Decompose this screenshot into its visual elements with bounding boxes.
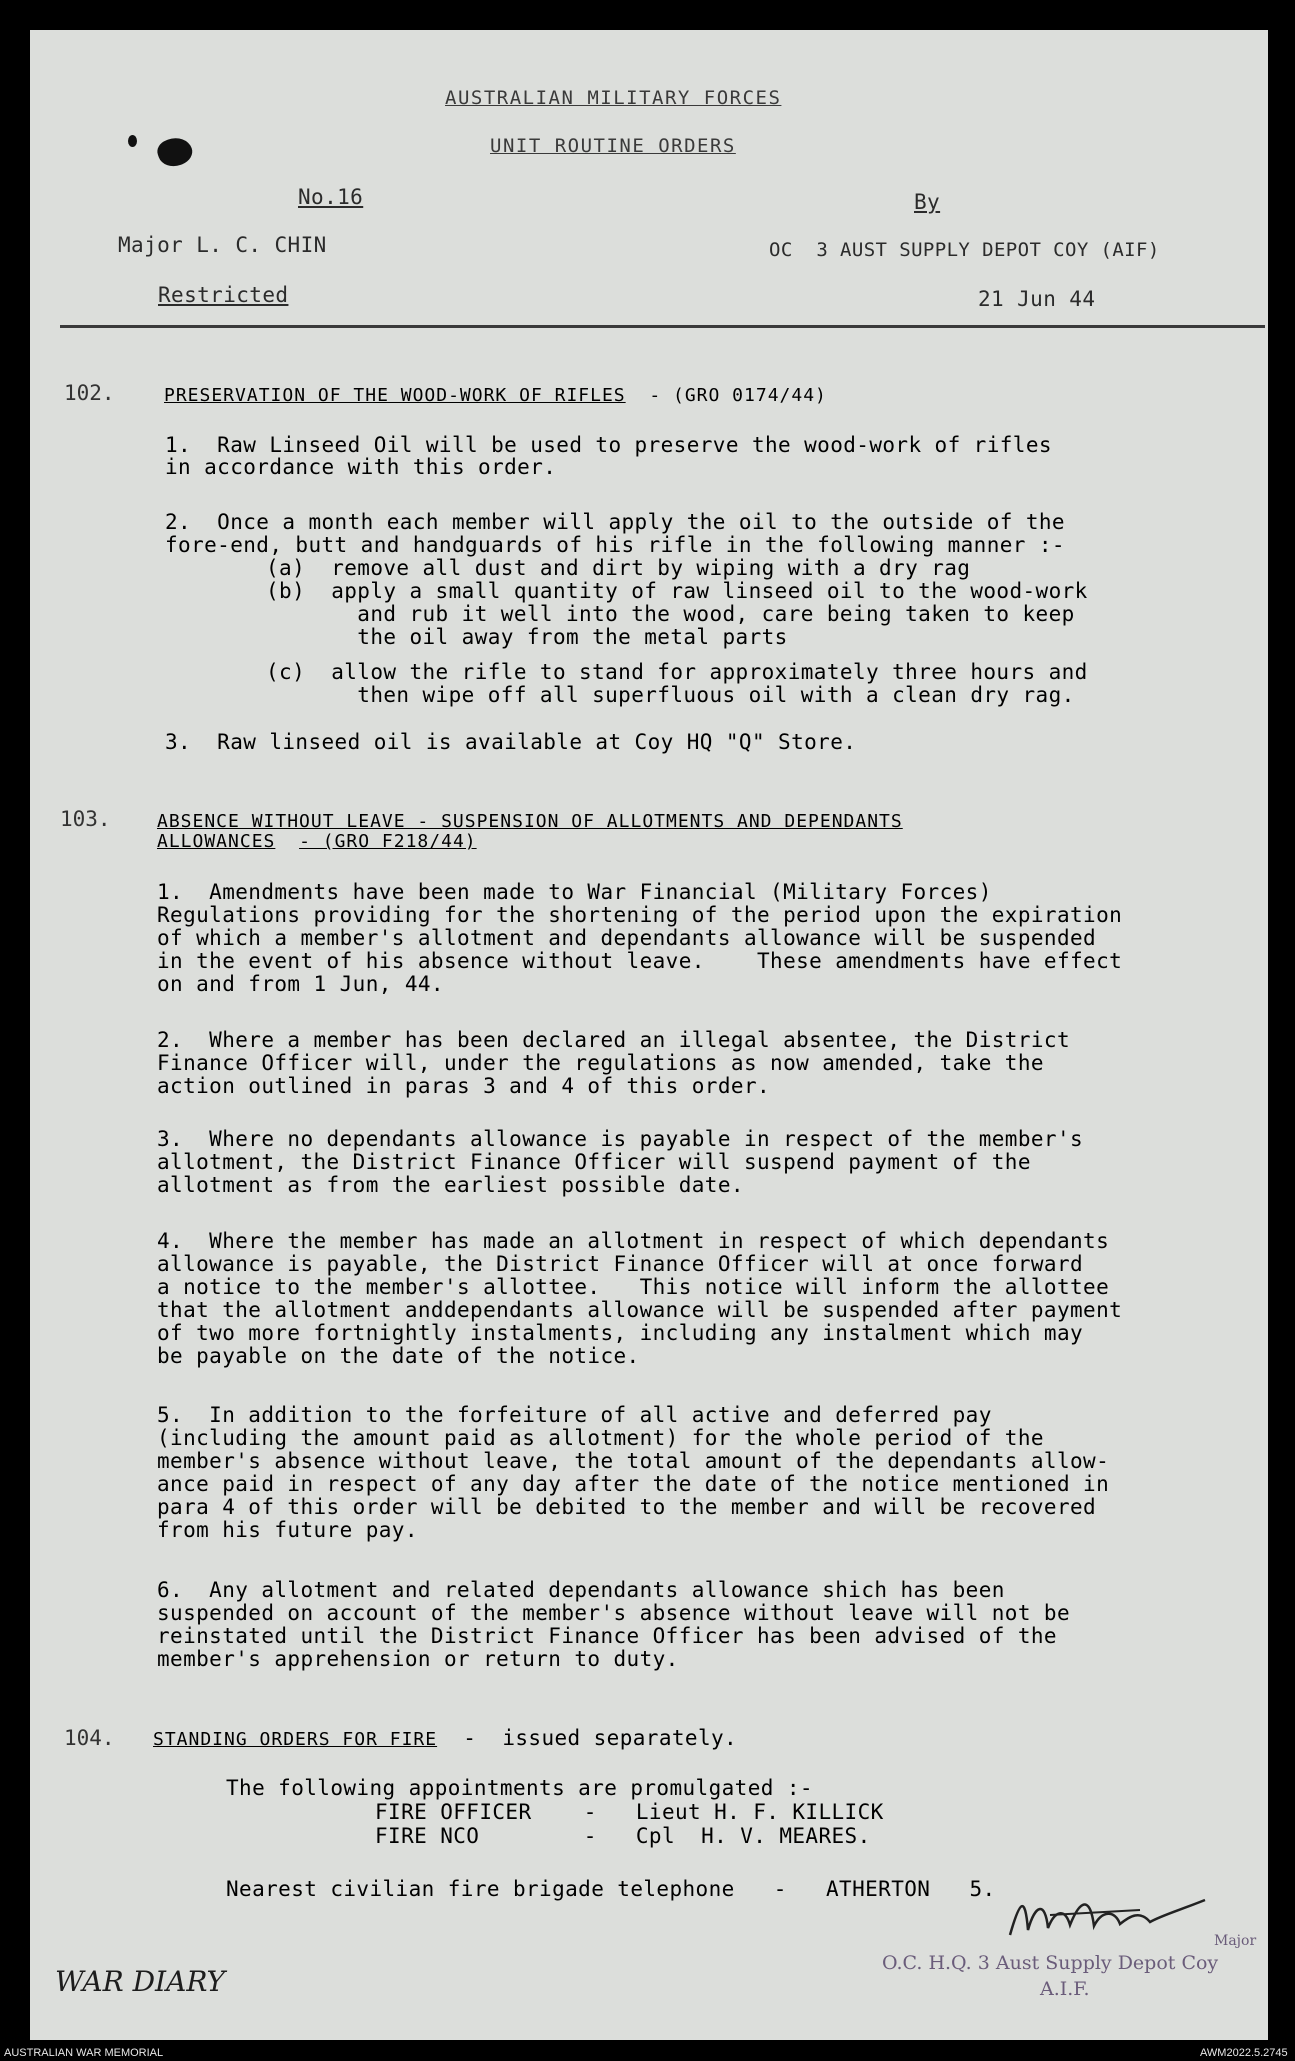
section-103-title: ABSENCE WITHOUT LEAVE - SUSPENSION OF ALLOTMENTS AND DEPENDANTS bbox=[157, 811, 903, 832]
ink-spot bbox=[128, 135, 137, 147]
war-diary-annotation: WAR DIARY bbox=[55, 1965, 226, 1998]
s103-para-3-line: allotment, the District Finance Officer will suspend payment of the bbox=[157, 1150, 1031, 1174]
s104-fire-officer: FIRE OFFICER - Lieut H. F. KILLICK bbox=[375, 1800, 884, 1824]
s102-item-line: and rub it well into the wood, care being taken to keep bbox=[266, 602, 1075, 626]
order-date: 21 Jun 44 bbox=[978, 287, 1096, 311]
signature-rank: Major bbox=[1214, 1933, 1257, 1949]
s104-intro: The following appointments are promulgated :- bbox=[226, 1776, 813, 1800]
s103-para-1-line: on and from 1 Jun, 44. bbox=[157, 972, 444, 996]
s103-para-4-line: that the allotment anddependants allowance will be suspended after payment bbox=[157, 1298, 1123, 1322]
heading-forces: AUSTRALIAN MILITARY FORCES bbox=[445, 87, 782, 109]
s103-para-5-line: member's absence without leave, the total amount of the dependants allow- bbox=[157, 1449, 1110, 1473]
s102-item-line: then wipe off all superfluous oil with a clean dry rag. bbox=[266, 683, 1075, 707]
s102-item-line: (b) apply a small quantity of raw linseed oil to the wood-work bbox=[266, 579, 1088, 603]
s103-para-1-line: 1. Amendments have been made to War Financial (Military Forces) bbox=[157, 880, 992, 904]
s103-para-6-line: reinstated until the District Finance Officer has been advised of the bbox=[157, 1624, 1057, 1648]
header-rule bbox=[60, 325, 1265, 328]
s102-para-2-line: fore-end, butt and handguards of his rifle in the following manner :- bbox=[165, 533, 1065, 557]
ink-blot bbox=[154, 133, 196, 171]
section-104-title: STANDING ORDERS FOR FIRE - issued separately. bbox=[153, 1726, 738, 1750]
s102-item-line: (a) remove all dust and dirt by wiping with a dry rag bbox=[266, 556, 971, 580]
s103-para-5-line: para 4 of this order will be debited to the member and will be recovered bbox=[157, 1495, 1097, 1519]
s102-item-line: (c) allow the rifle to stand for approximately three hours and bbox=[266, 660, 1088, 684]
s104-phone: Nearest civilian fire brigade telephone - ATHERTON 5. bbox=[226, 1877, 996, 1901]
classification: Restricted bbox=[158, 283, 289, 307]
s103-para-1-line: in the event of his absence without leave. These amendments have effect bbox=[157, 949, 1123, 973]
issuing-officer: Major L. C. CHIN bbox=[118, 233, 327, 257]
heading-orders: UNIT ROUTINE ORDERS bbox=[490, 135, 736, 157]
stamp-aif: A.I.F. bbox=[1040, 1978, 1090, 2000]
section-104-number: 104. bbox=[64, 1726, 115, 1750]
s102-para-3: 3. Raw linseed oil is available at Coy HQ "Q" Store. bbox=[165, 730, 857, 754]
s103-para-5-line: ance paid in respect of any day after the date of the notice mentioned in bbox=[157, 1472, 1110, 1496]
section-102-title: PRESERVATION OF THE WOOD-WORK OF RIFLES - (GRO 0174/44) bbox=[164, 385, 827, 406]
s103-para-5-line: (including the amount paid as allotment) for the whole period of the bbox=[157, 1426, 1044, 1450]
s103-para-5-line: from his future pay. bbox=[157, 1518, 418, 1542]
order-number: No.16 bbox=[298, 185, 364, 209]
s103-para-2-line: 2. Where a member has been declared an illegal absentee, the District bbox=[157, 1028, 1071, 1052]
s103-para-1-line: Regulations providing for the shortening of the period upon the expiration bbox=[157, 903, 1123, 927]
s103-para-5-line: 5. In addition to the forfeiture of all active and deferred pay bbox=[157, 1403, 992, 1427]
footer-reference: AWM2022.5.2745 bbox=[1200, 2047, 1288, 2059]
footer-institution: AUSTRALIAN WAR MEMORIAL bbox=[4, 2047, 164, 2059]
handwritten-signature bbox=[990, 1880, 1240, 1950]
s102-para-1-line: in accordance with this order. bbox=[165, 455, 557, 479]
s103-para-3-line: 3. Where no dependants allowance is payable in respect of the member's bbox=[157, 1127, 1084, 1151]
s103-para-4-line: 4. Where the member has made an allotment in respect of which dependants bbox=[157, 1229, 1110, 1253]
s102-item-line: the oil away from the metal parts bbox=[266, 625, 788, 649]
s103-para-2-line: action outlined in paras 3 and 4 of this order. bbox=[157, 1074, 771, 1098]
stamp-unit: O.C. H.Q. 3 Aust Supply Depot Coy bbox=[882, 1952, 1219, 1974]
s103-para-4-line: allowance is payable, the District Finance Officer will at once forward bbox=[157, 1252, 1084, 1276]
s103-para-4-line: of two more fortnightly instalments, including any instalment which may bbox=[157, 1321, 1084, 1345]
s103-para-2-line: Finance Officer will, under the regulations as now amended, take the bbox=[157, 1051, 1044, 1075]
s103-para-6-line: 6. Any allotment and related dependants allowance shich has been bbox=[157, 1578, 1005, 1602]
issuing-unit: OC 3 AUST SUPPLY DEPOT COY (AIF) bbox=[769, 239, 1160, 261]
s103-para-3-line: allotment as from the earliest possible date. bbox=[157, 1173, 744, 1197]
s103-para-6-line: suspended on account of the member's absence without leave will not be bbox=[157, 1601, 1071, 1625]
section-103-title-cont: ALLOWANCES - (GRO F218/44) bbox=[157, 831, 477, 852]
s103-para-4-line: be payable on the date of the notice. bbox=[157, 1344, 640, 1368]
s103-para-4-line: a notice to the member's allottee. This notice will inform the allottee bbox=[157, 1275, 1110, 1299]
s104-fire-nco: FIRE NCO - Cpl H. V. MEARES. bbox=[375, 1824, 871, 1848]
section-102-number: 102. bbox=[64, 381, 115, 405]
by-label: By bbox=[914, 190, 941, 214]
s103-para-1-line: of which a member's allotment and dependants allowance will be suspended bbox=[157, 926, 1097, 950]
s102-para-2-line: 2. Once a month each member will apply the oil to the outside of the bbox=[165, 510, 1065, 534]
s102-para-1-line: 1. Raw Linseed Oil will be used to preserve the wood-work of rifles bbox=[165, 433, 1052, 457]
section-103-number: 103. bbox=[60, 807, 111, 831]
s103-para-6-line: member's apprehension or return to duty. bbox=[157, 1647, 679, 1671]
